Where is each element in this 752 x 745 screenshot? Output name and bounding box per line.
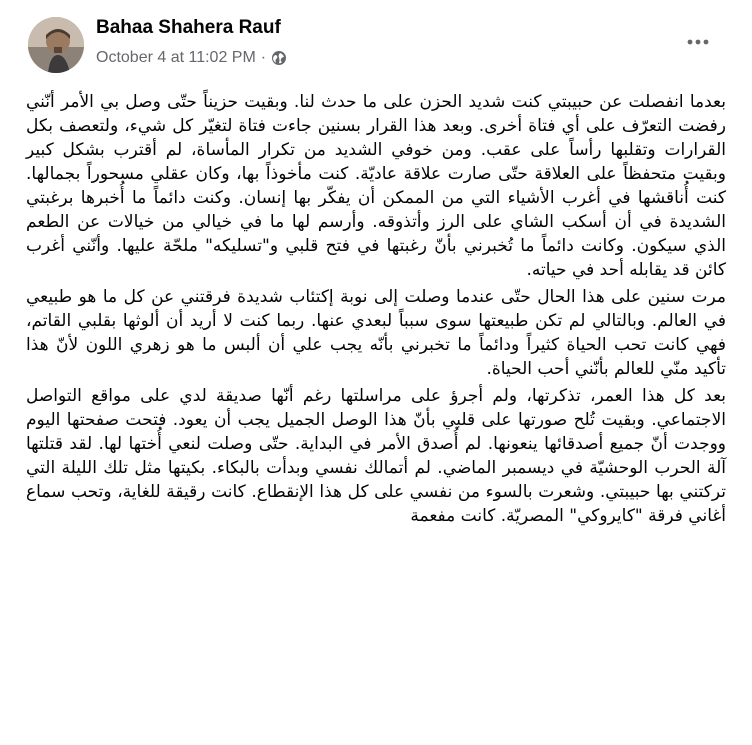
globe-icon[interactable]	[271, 50, 287, 66]
post-text	[26, 90, 726, 531]
post-paragraph-1: بعدما انفصلت عن حبيبتي كنت شديد الحزن على ما حدث لنا. وبقيت حزيناً حتّى وصل بي الأمر أنّني رفضت التعرّف على أي فتاة أخرى. وبعد هذا القرار بسنين جاءت فتاة لتغيّر كل شيء، ولتعصف بكل القرارات وتقلبها رأساً على عقب. ومن خوفي الشديد من تكرار المأساة، لم أقترب بشكل كبير وبقيت متحفظاً على العلاقة حتّى صارت علاقة عاديّة. كنت مأخوذاً بها، وكان عقلي مسحوراً بجمالها. كنت أُناقشها في أغرب الأشياء التي من الممكن أن يفكّر بها إنسان. وكنت دائماً ما أُخبرها برغبتي الشديدة في أن أسكب الشاي على الرز وأتذوقه. وأرسم لها ما في خيالي من خيالات عن الطعم الذي سيكون. وكانت دائماً ما تُخبرني بأنّ رغبتها في فتح قلبي و"تسليكه" ملحّة عليها. وأنّني أغرب كائن قد يقابله أحد في حياته.	[26, 92, 726, 280]
person-photo-icon	[28, 17, 84, 73]
post-header	[0, 0, 752, 80]
more-options-button[interactable]	[678, 24, 718, 60]
post-meta	[96, 48, 287, 68]
post-paragraph-2: مرت سنين على هذا الحال حتّى عندما وصلت إلى نوبة إكتئاب شديدة فرقتني عن كل ما هو طبيعي في العالم. وبالتالي لم تكن طبيعتها سوى سبباً لبعدي عنها. ربما كنت لا أريد أن ألوثها بقلبي القاتم، فهي كانت تحب الحياة كثيراً ودائماً ما تخبرني بأنّه يجب علي أن ألبس ما هو زهري اللون لأنّ هذا تأكيد منّي للعالم بأنّني أحب الحياة.	[26, 287, 726, 379]
post-timestamp[interactable]: October 4 at 11:02 PM	[96, 49, 256, 66]
more-horizontal-icon	[686, 38, 710, 46]
post-paragraph-3: بعد كل هذا العمر، تذكرتها، ولم أجرؤ على مراسلتها رغم أنّها صديقة لدي على مواقع التواصل الاجتماعي. وبقيت تُلح صورتها على قلبي بأنّ هذا الوصل الجميل يجب أن يعود. فتحت صفحتها اليوم ووجدت أنّ جميع أصدقائها ينعونها. لم أُصدق الأمر في البداية. حتّى وصلت لنعي أُختها لها. لقد قتلتها آلة الحرب الوحشيّة في ديسمبر الماضي. لم أتمالك نفسي وبدأت بالبكاء. بكيتها مثل تلك الليلة التي تركتني بها حبيبتي. وشعرت بالسوء من نفسي على كل هذا الإنقطاع. كانت رقيقة للغاية، وتحب سماع أغاني فرقة "كايروكي" المصريّة. كانت مفعمة	[26, 386, 726, 526]
meta-separator: ·	[260, 49, 267, 66]
author-avatar[interactable]	[28, 17, 84, 73]
author-name[interactable]: Bahaa Shahera Rauf	[96, 17, 281, 38]
